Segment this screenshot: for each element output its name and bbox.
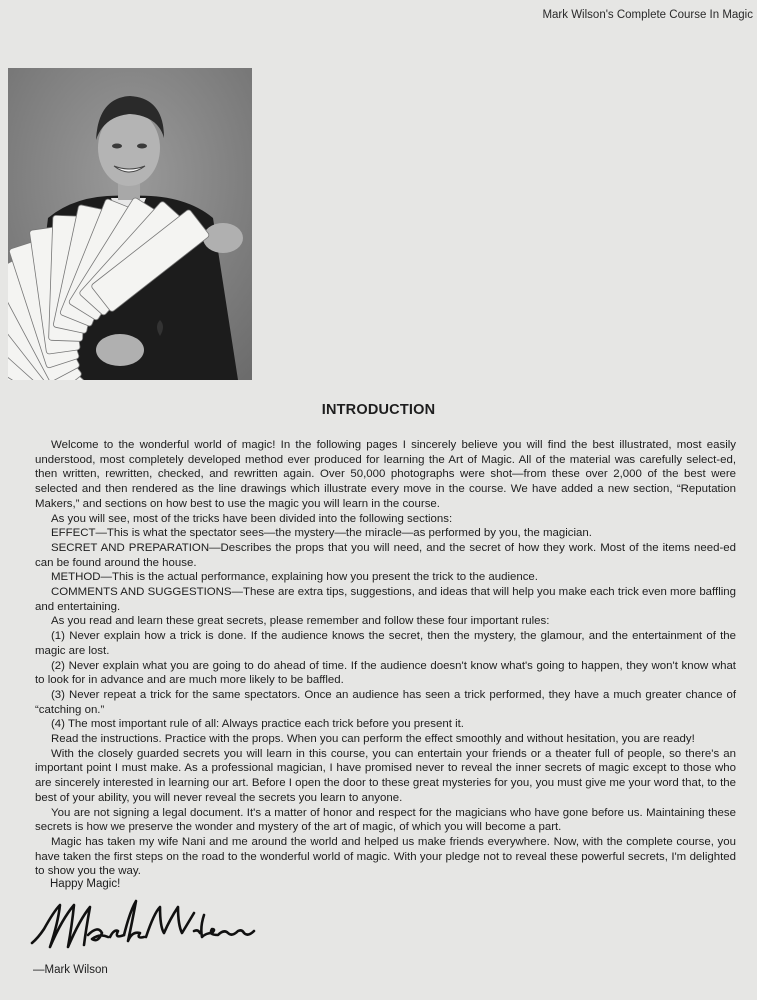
signer-name: —Mark Wilson xyxy=(33,964,108,976)
paragraph: (1) Never explain how a trick is done. If the audience knows the secret, then the mystery, the glamour, and the entertainment of the magic are lost. xyxy=(35,630,736,657)
running-header: Mark Wilson's Complete Course In Magic xyxy=(542,9,753,21)
paragraph: Read the instructions. Practice with the props. When you can perform the effect smoothly and without hesitation, you are ready! xyxy=(51,733,695,746)
sign-off: Happy Magic! xyxy=(50,878,121,890)
page-title: INTRODUCTION xyxy=(321,402,436,418)
paragraph: (2) Never explain what you are going to do ahead of time. If the audience doesn't know what's going to happen, they won't know what to look for in advance and are much more likely to be baffled. xyxy=(35,659,736,687)
paragraph: (3) Never repeat a trick for the same spectators. Once an audience has seen a trick performed, they have a much greater chance of “catching on.” xyxy=(35,688,736,716)
paragraph: METHOD—This is the actual performance, explaining how you present the trick to the audience. xyxy=(51,571,538,584)
paragraph: As you read and learn these great secrets, please remember and follow these four important rules: xyxy=(51,615,550,628)
paragraph: COMMENTS AND SUGGESTIONS—These are extra tips, suggestions, and ideas that will help you make each trick even more baffling and entertaining. xyxy=(35,586,736,613)
body-text xyxy=(35,438,736,879)
paragraph: You are not signing a legal document. It's a matter of honor and respect for the magicians who have gone before us. Maintaining these secrets is how we preserve the wonder and mystery of the art of magic, of which you will become a part. xyxy=(35,806,736,834)
paragraph: Welcome to the wonderful world of magic! In the following pages I sincerely believe you will find the best illustrated, most easily understood, most completely developed method ever produced for learning the Art of Magic. All of the material was carefully select-ed, then written, rewritten, checked, and rewritten again. Over 50,000 photographs were shot—from these over 2,000 of the best were selected and then rendered as the line drawings which illustrate every move in the course. We have added a new section, “Reputation Makers,” and sections on how best to use the magic you will learn in the course. xyxy=(35,439,736,510)
paragraph: As you will see, most of the tricks have been divided into the following sections: xyxy=(51,512,453,525)
author-photo xyxy=(8,68,252,380)
paragraph: (4) The most important rule of all: Always practice each trick before you present it. xyxy=(51,718,464,731)
paragraph: SECRET AND PREPARATION—Describes the props that you will need, and the secret of how they work. Most of the items need-ed can be found around the house. xyxy=(35,541,736,569)
paragraph: EFFECT—This is what the spectator sees—the mystery—the miracle—as performed by you, the magician. xyxy=(51,527,592,540)
paragraph: Magic has taken my wife Nani and me around the world and helped us make friends everywhere. Now, with the complete course, you have taken the first steps on the road to the wonderful world of magic. With your pledge not to reveal these powerful secrets, I'm delighted to show you the way. xyxy=(35,835,736,878)
paragraph: With the closely guarded secrets you will learn in this course, you can entertain your friends or a theater full of people, so there's an important point I must make. As a professional magician, I have promised never to reveal the inner secrets of magic except to those who are sincerely interested in learning our art. Before I open the door to these great mysteries for you, you must give me your word that, to the best of your ability, you will never reveal the secrets you learn to anyone. xyxy=(35,747,736,804)
handwritten-signature xyxy=(28,893,258,957)
